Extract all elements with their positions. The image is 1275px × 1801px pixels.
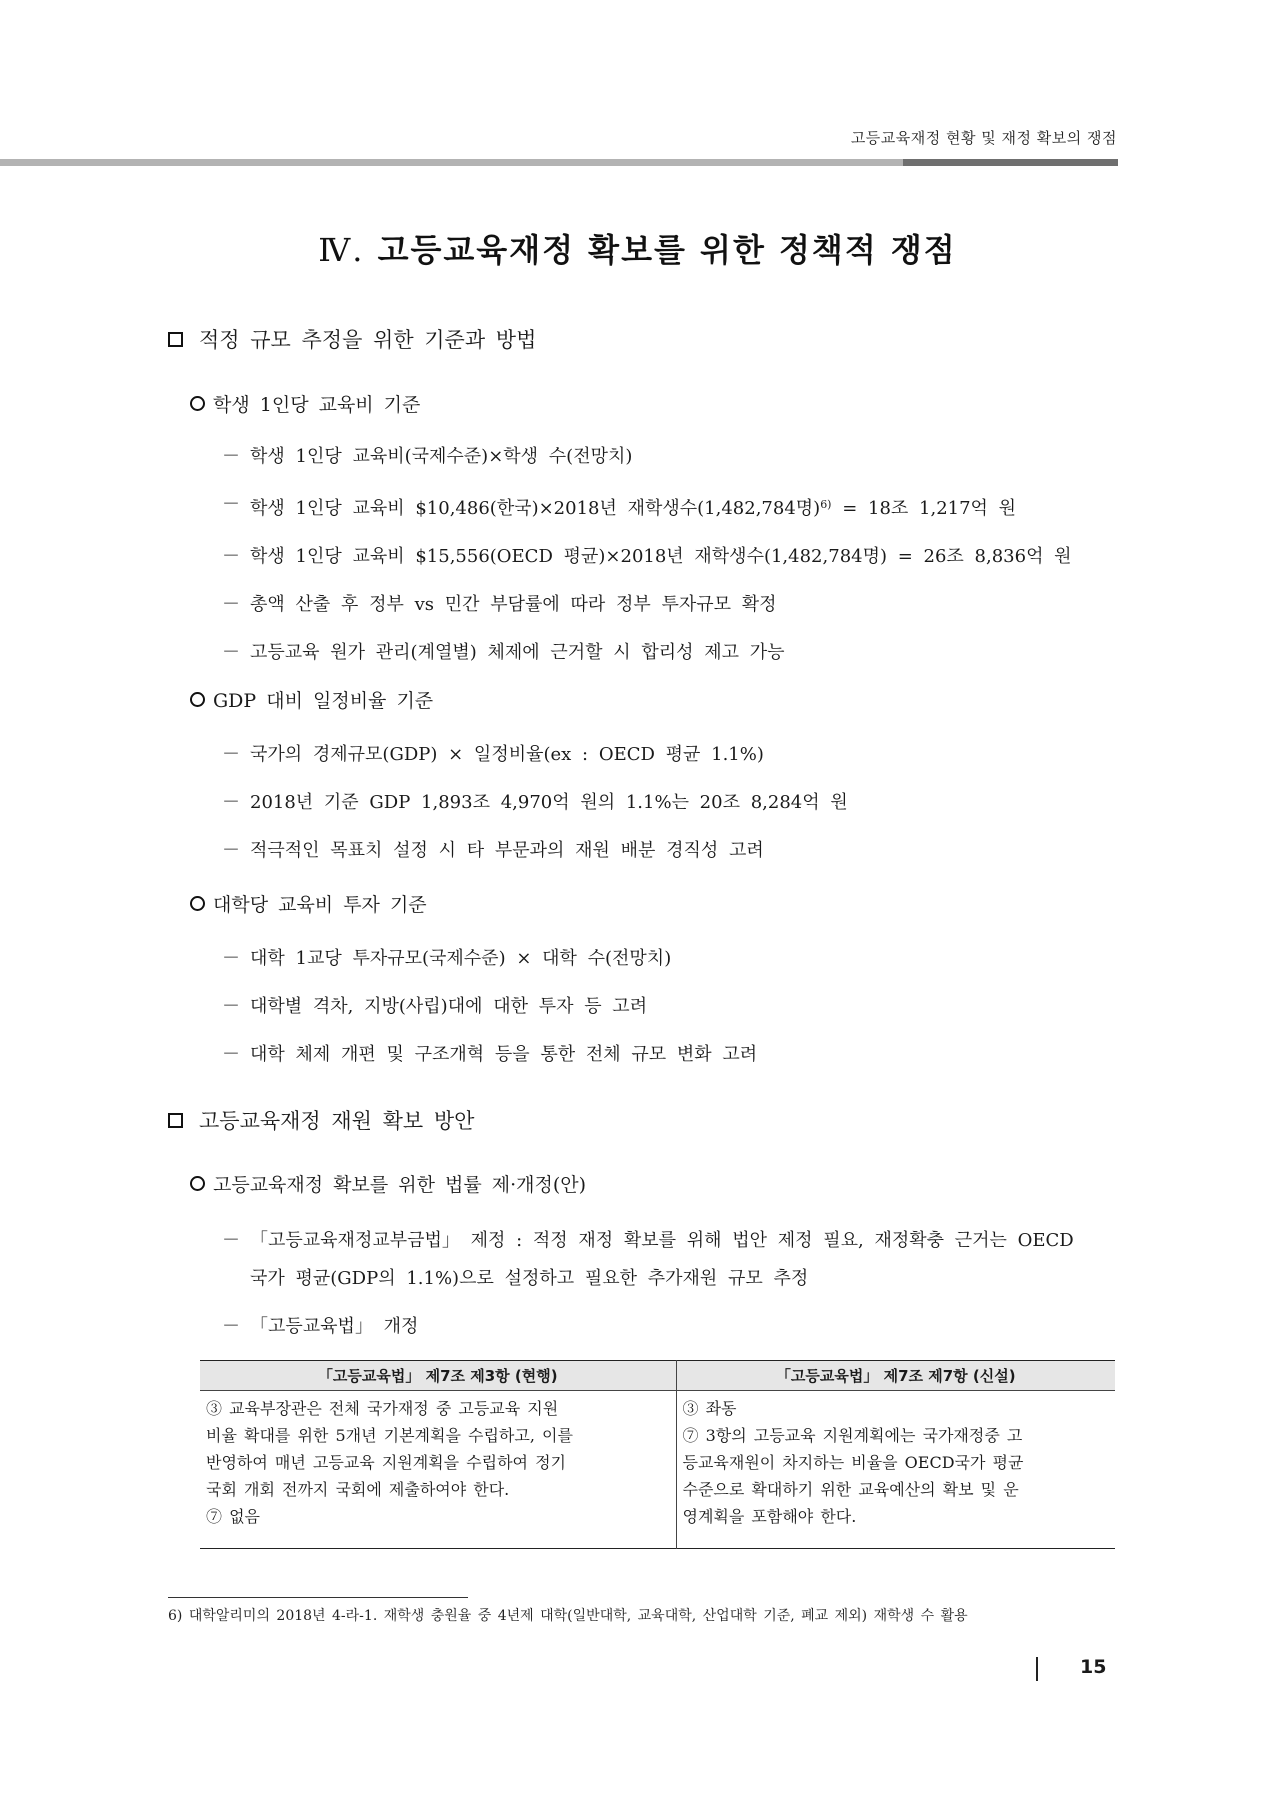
section-heading-text: 고등교육재정 재원 확보 방안	[199, 1109, 475, 1133]
table-row	[200, 1391, 1115, 1549]
list-item: － 「고등교육재정교부금법」 제정 : 적정 재정 확보를 위해 법안 제정 필요, 재정확충 근거는 OECD	[222, 1222, 1275, 1260]
page-number: 15	[1080, 1656, 1107, 1678]
page-number-divider	[1036, 1657, 1038, 1681]
dash-bullet: －	[222, 546, 240, 567]
subsection-heading	[190, 1170, 1275, 1197]
list-group	[222, 438, 1275, 672]
subsection-heading-text: 학생 1인당 교육비 기준	[213, 394, 421, 416]
dash-bullet: －	[222, 744, 240, 765]
dash-bullet: －	[222, 446, 240, 467]
list-group	[222, 1222, 1275, 1346]
list-item: － 학생 1인당 교육비 $10,486(한국)×2018년 재학생수(1,482,784명)$^{6)}$ = 18조 1,217억 원	[222, 486, 1275, 528]
running-header: 고등교육재정 현황 및 재정 확보의 쟁점	[850, 129, 1117, 147]
subsection-heading	[190, 390, 1275, 417]
square-bullet-icon	[168, 332, 183, 347]
dash-bullet: －	[222, 840, 240, 861]
subsection-heading	[190, 890, 1275, 917]
circle-bullet-icon	[190, 396, 205, 411]
dash-bullet: －	[222, 792, 240, 813]
circle-bullet-icon	[190, 1176, 205, 1191]
table-header-row	[200, 1361, 1115, 1391]
table-header-new: 「고등교육법」 제7조 제7항 (신설)	[676, 1361, 1115, 1391]
list-item: － 「고등교육법」 개정	[222, 1308, 1275, 1346]
title-text: 고등교육재정 확보를 위한 정책적 쟁점	[377, 231, 957, 269]
title-roman-numeral: Ⅳ.	[318, 231, 365, 269]
circle-bullet-icon	[190, 896, 205, 911]
circle-bullet-icon	[190, 692, 205, 707]
subsection-heading	[190, 686, 1275, 713]
table-cell-new: ③ 좌동 ⑦ 3항의 고등교육 지원계획에는 국가재정중 고 등교육재원이 차지하는 비율을 OECD국가 평균 수준으로 확대하기 위한 교육예산의 확보 및 운 영계획을 포함해야 한다.	[682, 1399, 1024, 1526]
list-item-continuation: 국가 평균(GDP의 1.1%)으로 설정하고 필요한 추가재원 규모 추정	[250, 1268, 809, 1289]
dash-bullet: －	[222, 1044, 240, 1065]
footnote-ref: 6)	[820, 498, 832, 511]
list-group	[222, 736, 1275, 870]
dash-bullet: －	[222, 594, 240, 615]
dash-bullet: －	[222, 494, 240, 515]
footnote: 6) 대학알리미의 2018년 4-라-1. 재학생 충원율 중 4년제 대학(일반대학, 교육대학, 산업대학 기준, 폐교 제외) 재학생 수 활용	[168, 1608, 968, 1624]
list-item: － 학생 1인당 교육비 $15,556(OECD 평균)×2018년 재학생수(1,482,784명) = 26조 8,836억 원	[222, 538, 1275, 576]
list-item: － 대학 1교당 투자규모(국제수준) × 대학 수(전망치)	[222, 940, 1275, 978]
list-item: － 총액 산출 후 정부 vs 민간 부담률에 따라 정부 투자규모 확정	[222, 586, 1275, 624]
list-item: － 적극적인 목표치 설정 시 타 부문과의 재원 배분 경직성 고려	[222, 832, 1275, 870]
list-group	[222, 940, 1275, 1074]
list-item: － 학생 1인당 교육비(국제수준)×학생 수(전망치)	[222, 438, 1275, 476]
dash-bullet: －	[222, 1230, 240, 1251]
header-divider-accent	[903, 159, 1118, 166]
square-bullet-icon	[168, 1113, 183, 1128]
list-item: － 2018년 기준 GDP 1,893조 4,970억 원의 1.1%는 20조 8,284억 원	[222, 784, 1275, 822]
list-item: － 고등교육 원가 관리(계열별) 체제에 근거할 시 합리성 제고 가능	[222, 634, 1275, 672]
footnote-divider	[168, 1597, 468, 1598]
page-title	[0, 225, 1275, 271]
list-item: － 대학별 격차, 지방(사립)대에 대한 투자 등 고려	[222, 988, 1275, 1026]
section-heading	[168, 1105, 1275, 1135]
list-item: － 대학 체제 개편 및 구조개혁 등을 통한 전체 규모 변화 고려	[222, 1036, 1275, 1074]
dash-bullet: －	[222, 642, 240, 663]
dash-bullet: －	[222, 1316, 240, 1337]
table-header-current: 「고등교육법」 제7조 제3항 (현행)	[200, 1361, 676, 1391]
dash-bullet: －	[222, 996, 240, 1017]
header-divider	[0, 159, 903, 166]
dash-bullet: －	[222, 948, 240, 969]
list-item: － 국가의 경제규모(GDP) × 일정비율(ex : OECD 평균 1.1%)	[222, 736, 1275, 774]
section-heading-text: 적정 규모 추정을 위한 기준과 방법	[199, 328, 537, 352]
section-heading	[168, 324, 1275, 354]
subsection-heading-text: 대학당 교육비 투자 기준	[213, 894, 427, 916]
subsection-heading-text: 고등교육재정 확보를 위한 법률 제·개정(안)	[213, 1174, 587, 1196]
law-comparison-table	[200, 1360, 1115, 1549]
table-cell-current: ③ 교육부장관은 전체 국가재정 중 고등교육 지원 비율 확대를 위한 5개년 기본계획을 수립하고, 이를 반영하여 매년 고등교육 지원계획을 수립하여 정기 국회 개회 전까지 국회에 제출하여야 한다. ⑦ 없음	[200, 1391, 676, 1549]
subsection-heading-text: GDP 대비 일정비율 기준	[213, 690, 434, 712]
